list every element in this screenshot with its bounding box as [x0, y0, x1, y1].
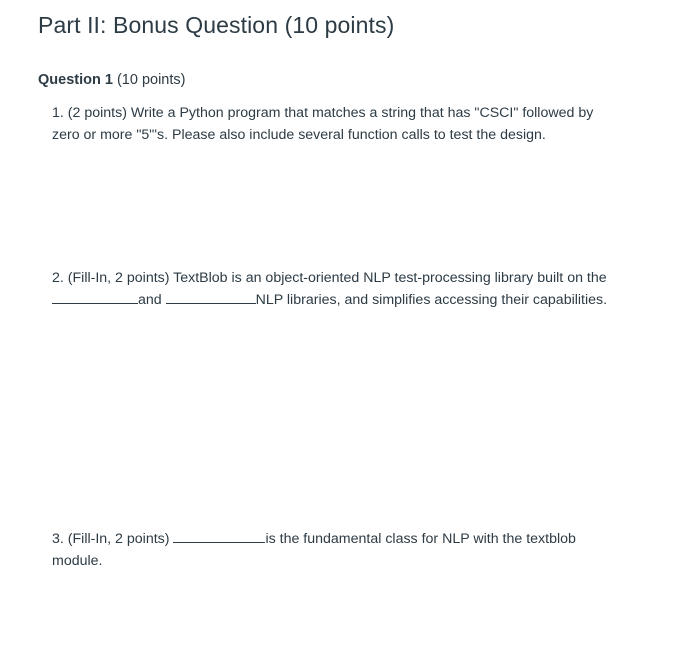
question-item-3 — [52, 528, 612, 572]
item-1-text: 1. (2 points) Write a Python program that matches a string that has "CSCI" followed by zero or more "5"'s. Please also include several function calls to test the design. — [52, 105, 594, 143]
item-3-text-b: is the fundamental class for NLP with the textblob module. — [52, 531, 576, 569]
fill-in-blank-2 — [166, 289, 256, 304]
question-item-2 — [52, 267, 612, 311]
item-2-text-a: 2. (Fill-In, 2 points) TextBlob is an object-oriented NLP test-processing library built on the — [52, 270, 607, 286]
item-3-text-a: 3. (Fill-In, 2 points) — [52, 531, 170, 547]
fill-in-blank-3 — [173, 528, 265, 543]
item-2-text-b: and — [138, 292, 162, 308]
question-item-1 — [52, 102, 612, 146]
item-2-text-c: NLP libraries, and simplifies accessing their capabilities. — [255, 292, 608, 308]
part-title: Part II: Bonus Question (10 points) — [38, 12, 395, 38]
question-header — [38, 72, 185, 88]
fill-in-blank-1 — [52, 289, 138, 304]
question-points: (10 points) — [116, 72, 186, 88]
question-name: Question 1 — [38, 72, 113, 88]
